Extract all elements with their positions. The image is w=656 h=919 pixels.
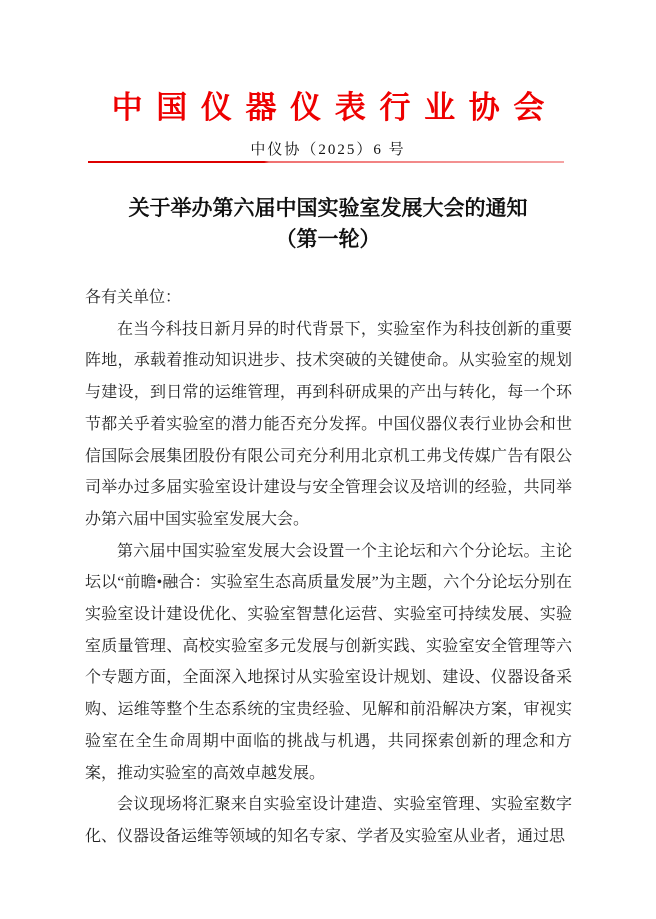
document-subtitle: （第一轮） [275, 227, 381, 251]
body-paragraph: 第六届中国实验室发展大会设置一个主论坛和六个分论坛。主论坛以“前瞻•融合：实验室生态高质量发展”为主题，六个分论坛分别在实验室设计建设优化、实验室智慧化运营、实验室可持续发展、实验室质量管理、高校实验室多元发展与创新实践、实验室安全管理等六个专题方面，全面深入地探讨从实验室设计规划、建设、仪器设备采购、运维等整个生态系统的宝贵经验、见解和前沿解决方案，审视实验室在全生命周期中面临的挑战与机遇，共同探索创新的理念和方案，推动实验室的高效卓越发展。 [85, 542, 572, 782]
salutation: 各有关单位： [85, 289, 182, 306]
document-body [85, 282, 572, 853]
body-paragraph: 会议现场将汇聚来自实验室设计建造、实验室管理、实验室数字化、仪器设备运维等领域的知名专家、学者及实验室从业者，通过思 [85, 796, 572, 845]
red-divider-rule [88, 161, 564, 163]
document-title: 关于举办第六届中国实验室发展大会的通知 [128, 196, 528, 220]
body-paragraph: 在当今科技日新月异的时代背景下，实验室作为科技创新的重要阵地，承载着推动知识进步、技术突破的关键使命。从实验室的规划与建设，到日常的运维管理，再到科研成果的产出与转化，每一个环节都关乎着实验室的潜力能否充分发挥。中国仪器仪表行业协会和世信国际会展集团股份有限公司充分利用北京机工弗戈传媒广告有限公司举办过多届实验室设计建设与安全管理会议及培训的经验，共同举办第六届中国实验室发展大会。 [85, 320, 572, 528]
title-block [0, 193, 656, 255]
doc-number: 中仪协（2025）6 号 [250, 142, 406, 158]
org-name-header: 中国仪器仪表行业协会 [111, 90, 559, 125]
